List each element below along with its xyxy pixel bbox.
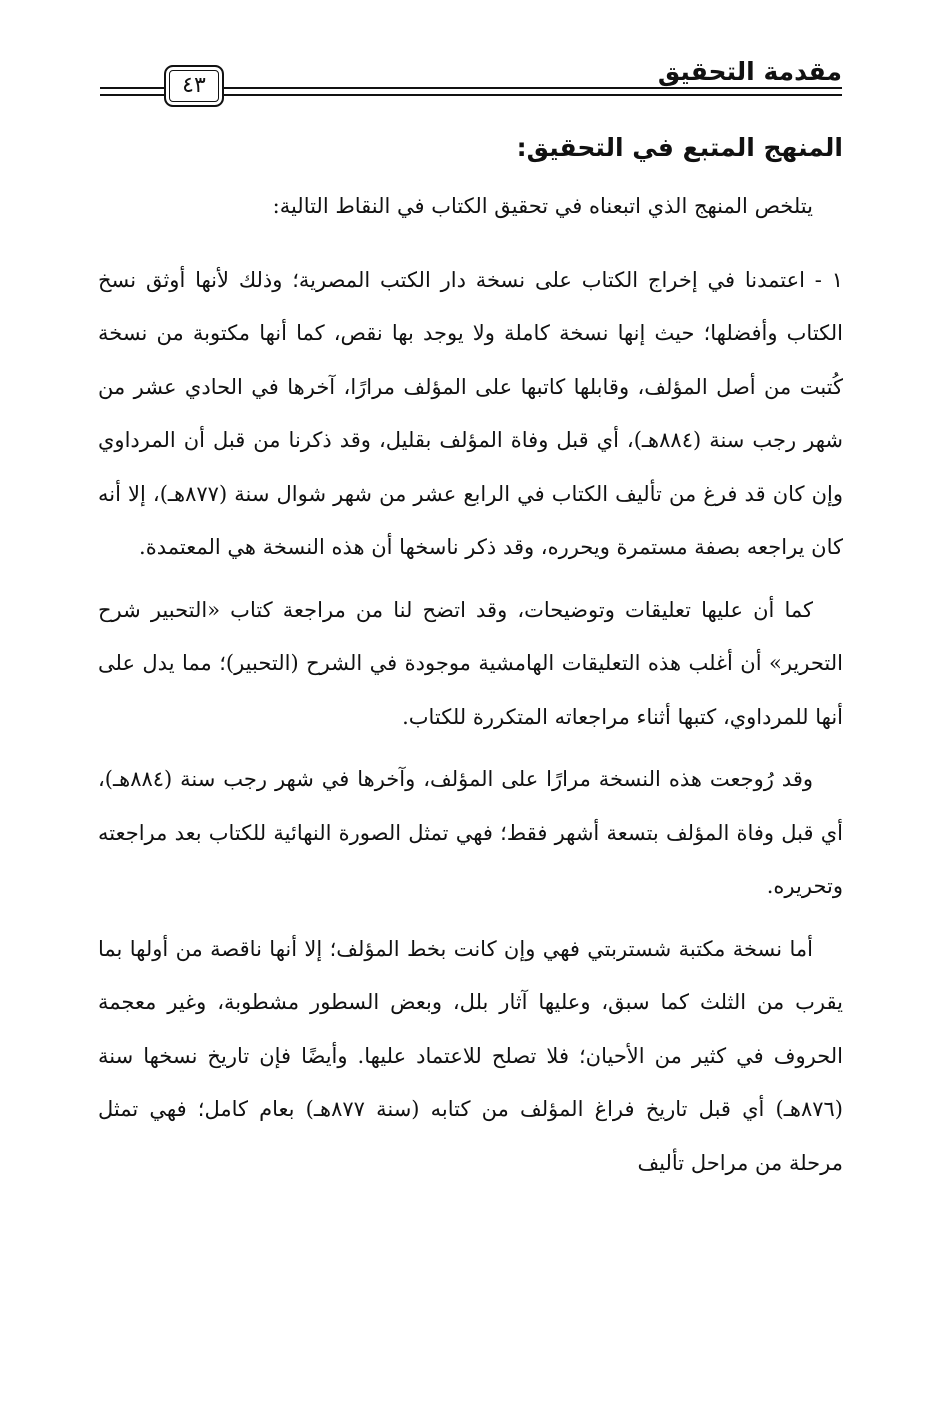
- intro-paragraph: يتلخص المنهج الذي اتبعناه في تحقيق الكتاب في النقاط التالية:: [272, 194, 813, 218]
- paragraph-3: وقد رُوجعت هذه النسخة مرارًا على المؤلف، وآخرها في شهر رجب سنة (٨٨٤هـ)، أي قبل وفاة المؤلف بتسعة أشهر فقط؛ فهي تمثل الصورة النهائية للكتاب بعد مراجعته وتحريره.: [98, 767, 843, 898]
- running-title: مقدمة التحقيق: [646, 57, 842, 87]
- page-header: [100, 55, 842, 105]
- page-body: [98, 128, 843, 1199]
- paragraph-1: ١ - اعتمدنا في إخراج الكتاب على نسخة دار الكتب المصرية؛ وذلك لأنها أوثق نسخ الكتاب وأفضلها؛ حيث إنها نسخة كاملة ولا يوجد بها نقص، كما أنها مكتوبة من نسخة كُتبت من أصل المؤلف، وقابلها كاتبها على المؤلف مرارًا، آخرها في الحادي عشر من شهر رجب سنة (٨٨٤هـ)، أي قبل وفاة المؤلف بقليل، وقد ذكرنا من قبل أن المرداوي وإن كان قد فرغ من تأليف الكتاب في الرابع عشر من شهر شوال سنة (٨٧٧هـ)، إلا أنه كان يراجعه بصفة مستمرة ويحرره، وقد ذكر ناسخها أن هذه النسخة هي المعتمدة.: [98, 267, 844, 559]
- paragraph-4: أما نسخة مكتبة شستربتي فهي وإن كانت بخط المؤلف؛ إلا أنها ناقصة من أولها بما يقرب من الثلث كما سبق، وعليها آثار بلل، وبعض السطور مشطوبة، وغير معجمة الحروف في كثير من الأحيان؛ فلا تصلح للاعتماد عليها. وأيضًا فإن تاريخ نسخها سنة (٨٧٦هـ) أي قبل تاريخ فراغ المؤلف من كتابه (سنة ٨٧٧هـ) بعام كامل؛ فهي تمثل مرحلة من مراحل تأليف: [98, 936, 843, 1175]
- page-number: ٤٣: [164, 65, 224, 107]
- paragraph-2: كما أن عليها تعليقات وتوضيحات، وقد اتضح لنا من مراجعة كتاب «التحبير شرح التحرير» أن أغلب هذه التعليقات الهامشية موجودة في الشرح (التحبير)؛ مما يدل على أنها للمرداوي، كتبها أثناء مراجعاته المتكررة للكتاب.: [98, 597, 843, 729]
- section-heading: المنهج المتبع في التحقيق:: [516, 133, 843, 162]
